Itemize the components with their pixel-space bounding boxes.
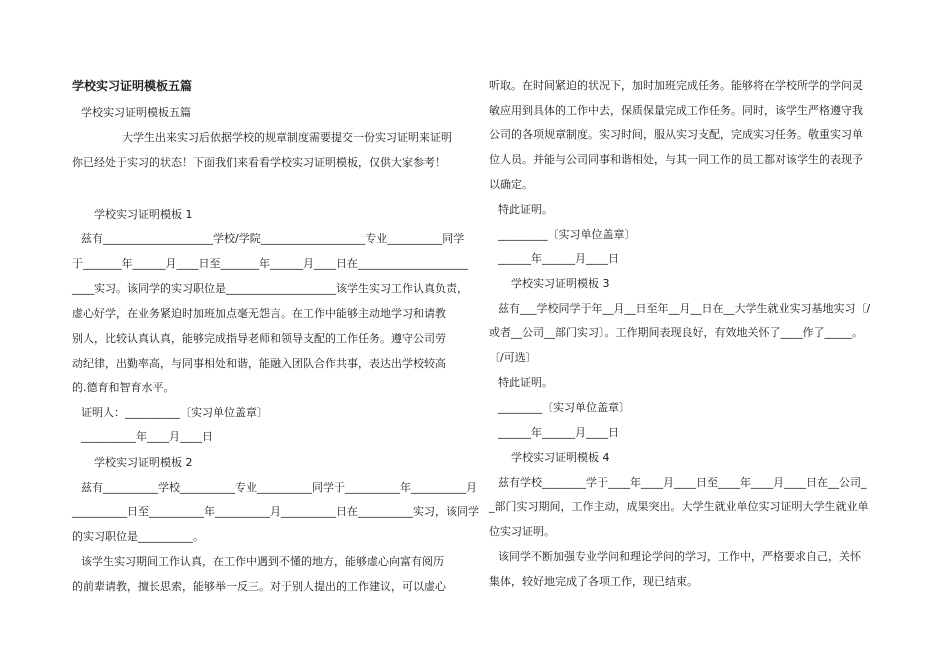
template-2-continued-line: 位人员。并能与公司同事和谐相处，与其一同工作的员工都对该学生的表现予 bbox=[489, 153, 863, 166]
template-3-seal: ________〔实习单位盖章〕 bbox=[498, 401, 630, 414]
template-1-line: 动纪律，出勤率高，与同事相处和谐，能融入团队合作共事，表达出学校较高 bbox=[72, 357, 446, 370]
template-2-continued-line: 听取。在时间紧迫的状况下，加时加班完成任务。能够将在学校所学的学问灵 bbox=[489, 79, 863, 92]
template-1-heading: 学校实习证明模板 1 bbox=[94, 208, 193, 221]
intro-line: 大学生出来实习后依据学校的规章制度需要提交一份实习证明来证明 bbox=[122, 131, 452, 144]
template-3-proof: 特此证明。 bbox=[498, 376, 553, 389]
template-4-body-line: 该同学不断加强专业学问和理论学问的学习，工作中，严格要求自己，关怀 bbox=[498, 550, 861, 563]
document-title: 学校实习证明模板五篇 bbox=[72, 79, 193, 93]
template-2-heading: 学校实习证明模板 2 bbox=[94, 456, 193, 469]
template-2-body-line: 的前辈请教，擅长思索，能够举一反三。对于别人提出的工作建议，可以虚心 bbox=[72, 580, 446, 593]
template-4-line: 位实习证明。 bbox=[489, 525, 555, 538]
template-2-body-line: 该学生实习期间工作认真，在工作中遇到不懂的地方，能够虚心向富有阅历 bbox=[81, 555, 444, 568]
template-2-continued-line: 公司的各项规章制度。实习时间，服从实习支配，完成实习任务。敬重实习单 bbox=[489, 128, 863, 141]
template-2-date: ______年______月____日 bbox=[498, 252, 619, 265]
template-2-line: 兹有__________学校__________专业__________同学于__________年__________月 bbox=[81, 481, 477, 494]
template-3-heading: 学校实习证明模板 3 bbox=[511, 277, 610, 290]
template-3-date: ______年______月____日 bbox=[498, 426, 619, 439]
template-1-line: 于_______年______月____日至_______年______月____日在____________________ bbox=[72, 257, 468, 270]
template-1-date: __________年____月____日 bbox=[81, 430, 213, 443]
template-1-line: 别人，比较认真认真，能够完成指导老师和领导支配的工作任务。遵守公司劳 bbox=[72, 332, 446, 345]
template-2-line: 的实习职位是__________。 bbox=[72, 530, 204, 543]
template-3-line: 或者__公司__部门实习〕。工作期间表现良好，有效地关怀了____作了_____。 bbox=[489, 326, 863, 339]
template-1-certifier: 证明人：__________〔实习单位盖章〕 bbox=[81, 406, 268, 419]
template-2-seal: _________〔实习单位盖章〕 bbox=[498, 228, 636, 241]
template-1-line: 的.德育和智育水平。 bbox=[72, 381, 175, 394]
template-1-line: 兹有____________________学校/学院___________________专业__________同学 bbox=[81, 232, 465, 245]
template-3-line: 〔/可选〕 bbox=[489, 351, 537, 364]
template-3-line: 兹有___学校同学于年__月__日至年__月__日在__大学生就业实习基地实习〔/ bbox=[498, 302, 871, 315]
template-4-line: _部门实习期间，工作主动，成果突出。大学生就业单位实习证明大学生就业单 bbox=[489, 500, 869, 513]
intro-line: 你已经处于实习的状态！下面我们来看看学校实习证明模板，仅供大家参考！ bbox=[72, 156, 446, 169]
template-2-continued-line: 敏应用到具体的工作中去，保质保量完成工作任务。同时，该学生严格遵守我 bbox=[489, 104, 863, 117]
template-2-proof: 特此证明。 bbox=[498, 203, 553, 216]
template-2-line: __________日至__________年__________月__________日在__________实习，该同学 bbox=[72, 505, 479, 518]
template-4-line: 兹有学校________学于____年____月____日至____年____月____日在__公司_ bbox=[498, 476, 867, 489]
template-4-body-line: 集体，较好地完成了各项工作，现已结束。 bbox=[489, 575, 698, 588]
template-2-continued-line: 以确定。 bbox=[489, 178, 533, 191]
template-1-line: 虚心好学，在业务紧迫时加班加点毫无怨言。在工作中能够主动地学习和请教 bbox=[72, 307, 446, 320]
template-1-line: ____实习。该同学的实习职位是____________________该学生实习工作认真负责， bbox=[72, 282, 468, 295]
template-4-heading: 学校实习证明模板 4 bbox=[511, 451, 610, 464]
document-subtitle: 学校实习证明模板五篇 bbox=[81, 106, 191, 119]
